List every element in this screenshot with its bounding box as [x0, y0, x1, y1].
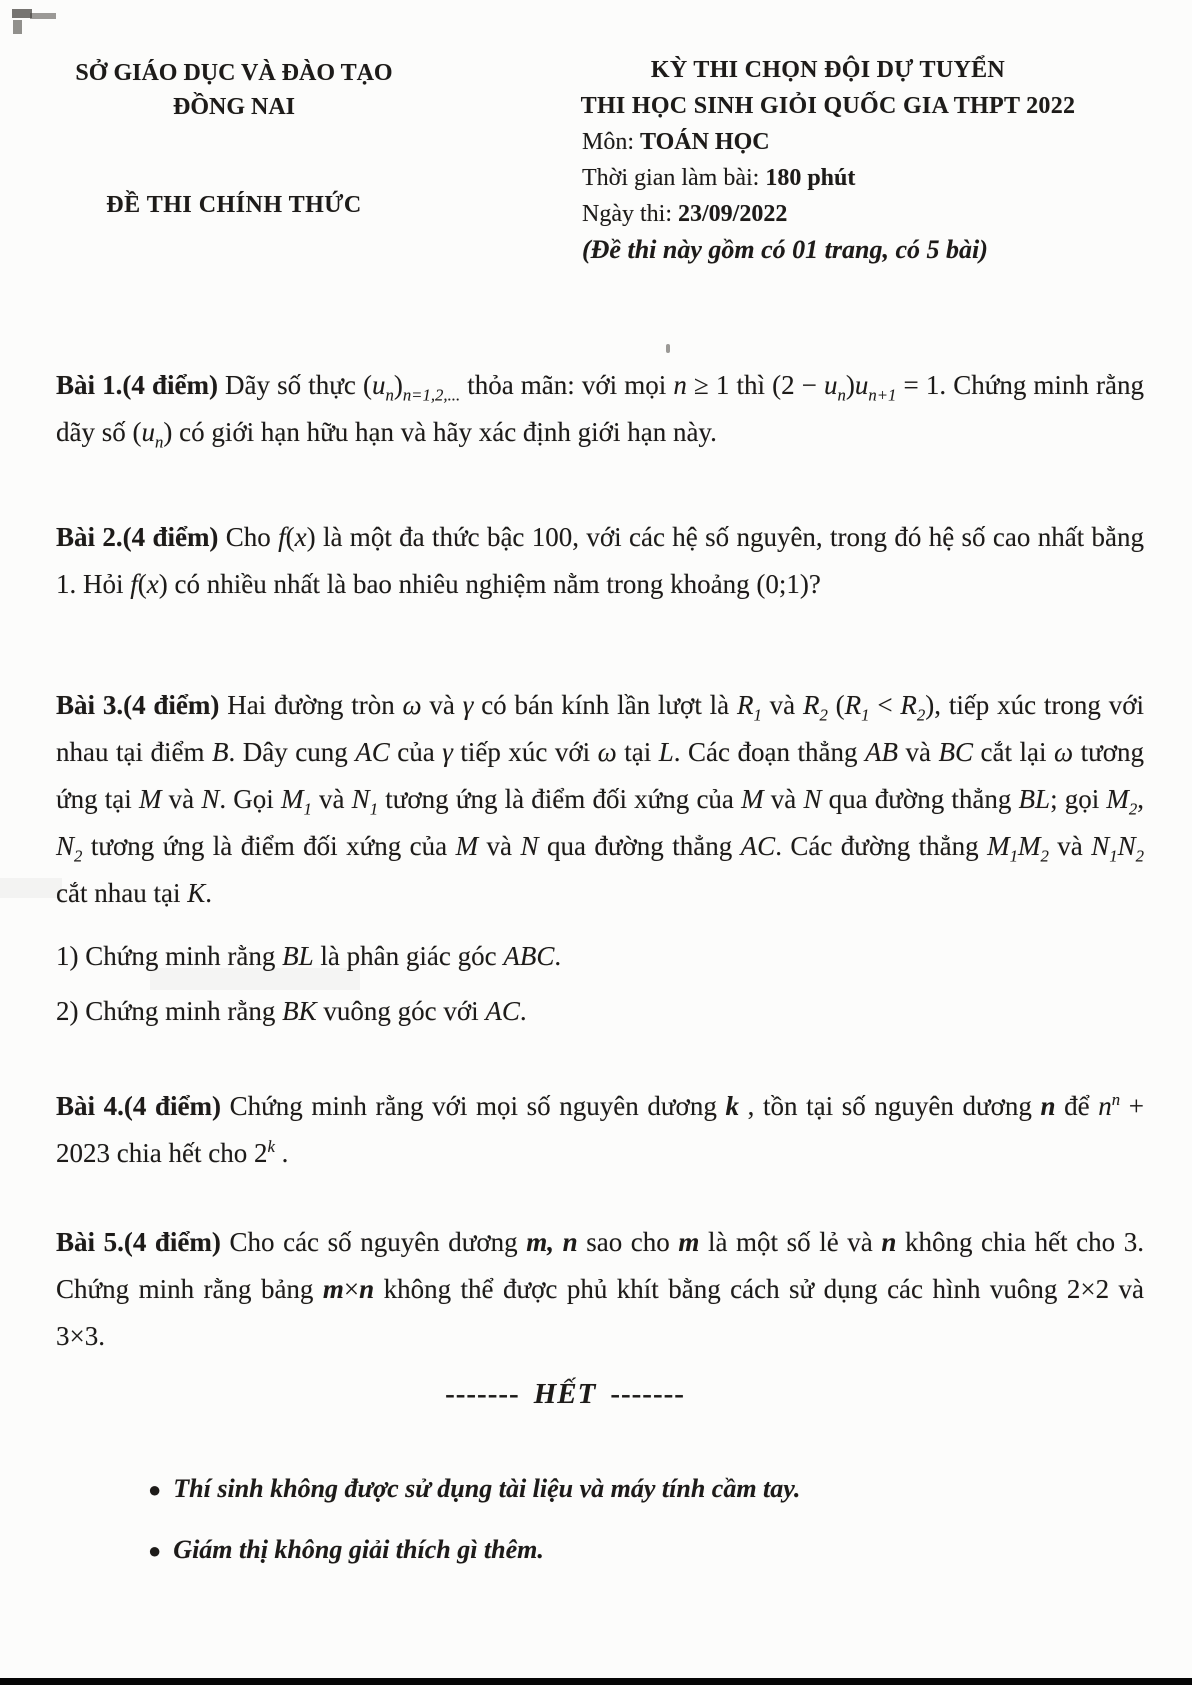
text-segment: N [1117, 831, 1136, 861]
text-segment: và [1048, 831, 1092, 861]
text-segment: ), tiếp xúc trong với nhau tại điểm [56, 690, 1145, 767]
text-segment: và [421, 690, 463, 720]
text-segment: n [155, 432, 164, 452]
text-segment: L [658, 737, 674, 767]
scan-edge-bar [0, 1678, 1192, 1685]
text-segment: và [898, 737, 939, 767]
text-segment: ) [393, 370, 403, 400]
problem-3 [56, 682, 1144, 917]
text-segment: tương ứng là điểm đối xứng của [82, 831, 456, 861]
text-segment: 2 [819, 705, 828, 725]
exam-body [56, 362, 1144, 1569]
text-segment: thỏa mãn: với mọi [460, 370, 674, 400]
text-segment: n [837, 385, 846, 405]
end-dashes-left: ------- [445, 1378, 520, 1410]
text-segment: ω [597, 737, 617, 767]
scan-artifact [13, 20, 22, 34]
text-segment: Bài 4. [56, 1091, 124, 1121]
text-segment: n [881, 1227, 897, 1257]
text-segment: Hai đường tròn [219, 690, 403, 720]
text-segment: , tồn tại số nguyên dương [738, 1091, 1041, 1121]
text-segment: tương ứng tại [56, 737, 1144, 814]
text-segment: N [201, 784, 220, 814]
text-segment: u [141, 417, 155, 447]
text-segment: n [359, 1274, 375, 1304]
text-segment: có nhiều nhất là bao nhiêu nghiệm nằm trong khoảng (0;1)? [167, 569, 821, 599]
exam-title-line1: KỲ THI CHỌN ĐỘI DỰ TUYỂN [650, 57, 1006, 83]
text-segment: (4 điểm) [122, 370, 218, 400]
text-segment: m [678, 1227, 700, 1257]
text-segment: γ [462, 690, 474, 720]
text-segment: BC [938, 737, 974, 767]
text-segment: M [1106, 784, 1129, 814]
text-segment: là một đa thức bậc 100, với các hệ số nguyên, trong đó hệ số cao nhất bằng 1. Hỏi [56, 522, 1145, 599]
text-segment: R [802, 690, 820, 720]
text-segment: AC [485, 996, 520, 1026]
text-segment: 1 [1109, 846, 1118, 866]
text-segment: và [761, 690, 803, 720]
text-segment: ) [158, 569, 168, 599]
date-line [558, 196, 1098, 232]
text-segment: Bài 3. [56, 690, 124, 720]
text-segment: (4 điểm) [123, 690, 220, 720]
department-name: SỞ GIÁO DỤC VÀ ĐÀO TẠO [75, 60, 393, 86]
text-segment: tiếp xúc với [452, 737, 598, 767]
text-segment: f [278, 522, 286, 552]
text-segment: . Gọi [219, 784, 281, 814]
text-segment: sao cho [577, 1227, 679, 1257]
date-label: Ngày thi: [582, 201, 678, 227]
end-marker [56, 1378, 1144, 1411]
text-segment: n [1111, 1090, 1121, 1109]
note-text: Giám thị không giải thích gì thêm. [173, 1535, 544, 1564]
text-segment: (2 − [772, 370, 825, 400]
note-item [148, 1532, 1144, 1569]
text-segment: n+1 [868, 385, 897, 405]
text-segment: 2 [74, 846, 83, 866]
text-segment: AB [865, 737, 898, 767]
text-segment: Bài 5. [56, 1227, 124, 1257]
text-segment: γ [442, 737, 453, 767]
text-segment: M [741, 784, 764, 814]
text-segment: là một số lẻ và [699, 1227, 882, 1257]
text-segment: N [520, 831, 539, 861]
text-segment: không thể được phủ khít bằng cách sử dụng các hình vuông 2×2 và 3×3. [56, 1274, 1145, 1351]
text-segment: 2 [916, 705, 926, 725]
problems-section [56, 362, 1144, 1360]
bullet-icon: ● [148, 1538, 162, 1563]
text-segment: R [844, 690, 862, 720]
province-name: ĐỒNG NAI [172, 94, 295, 120]
text-segment: R [736, 690, 754, 720]
page-count-note: (Đề thi này gồm có 01 trang, có 5 bài) [582, 235, 988, 264]
exam-info [558, 52, 1098, 268]
text-segment: ( [137, 569, 147, 599]
text-segment: ; gọi [1050, 784, 1107, 814]
text-segment: u [824, 370, 838, 400]
text-segment: ( [132, 417, 142, 447]
text-segment: Dãy số thực [217, 370, 363, 400]
text-segment: (4 điểm) [122, 522, 219, 552]
text-segment: 1) Chứng minh rằng [56, 941, 283, 971]
text-segment: u [371, 370, 386, 400]
text-segment: ( [285, 522, 295, 552]
note-text: Thí sinh không được sử dụng tài liệu và máy tính cầm tay. [173, 1474, 801, 1503]
text-segment: ABC [503, 941, 555, 971]
text-segment: có giới hạn hữu hạn và hãy xác định giới hạn này. [172, 417, 717, 447]
problem-1 [56, 362, 1144, 456]
issuing-authority [48, 56, 420, 222]
text-segment: N [803, 784, 822, 814]
text-segment: ω [402, 690, 422, 720]
text-segment: . [519, 996, 527, 1026]
text-segment: 2 [1128, 799, 1138, 819]
text-segment: ) [163, 417, 173, 447]
problem-3-question-1 [56, 933, 1144, 980]
text-segment: 1 [1009, 846, 1018, 866]
text-segment: m, n [526, 1227, 578, 1257]
text-segment: x [294, 522, 307, 552]
text-segment: ) [306, 522, 316, 552]
text-segment: cắt lại [973, 737, 1054, 767]
text-segment: Bài 2. [56, 522, 123, 552]
text-segment: ω [1054, 737, 1074, 767]
scan-artifact [0, 878, 62, 898]
problem-5 [56, 1219, 1144, 1360]
text-segment: là phân giác góc [313, 941, 504, 971]
text-segment: Chứng minh rằng với mọi số nguyên dương [221, 1091, 726, 1121]
text-segment: không chia hết cho 3. Chứng minh rằng bảng [56, 1227, 1144, 1304]
text-segment: qua đường thẳng [821, 784, 1019, 814]
subject-line [558, 124, 1098, 160]
text-segment: < [869, 690, 901, 720]
text-segment: n [1098, 1091, 1112, 1121]
text-segment: Bài 1. [56, 370, 123, 400]
bullet-icon: ● [148, 1477, 162, 1502]
text-segment: và [763, 784, 804, 814]
text-segment: BK [282, 996, 317, 1026]
text-segment: có bán kính lần lượt là [473, 690, 737, 720]
text-segment: và [161, 784, 202, 814]
text-segment: 1 [861, 705, 870, 725]
date-value: 23/09/2022 [678, 201, 788, 227]
problem-4 [56, 1083, 1144, 1177]
subject-label: Môn: [582, 129, 641, 155]
text-segment: N [1091, 831, 1110, 861]
text-segment: . Các đoạn thẳng [673, 737, 865, 767]
text-segment: + 2023 chia hết cho [56, 1091, 1144, 1168]
text-segment: n [385, 385, 394, 405]
text-segment: × [343, 1274, 360, 1304]
exam-type-label: ĐỀ THI CHÍNH THỨC [106, 192, 362, 218]
text-segment: Cho [218, 522, 279, 552]
text-segment: 2 [1040, 846, 1049, 866]
text-segment: ( [827, 690, 845, 720]
text-segment: , [1137, 784, 1145, 814]
text-segment: m [322, 1274, 344, 1304]
footer-notes [148, 1471, 1144, 1569]
text-segment: = 1. Chứng minh rằng dãy số [56, 370, 1145, 447]
text-segment: ≥ 1 thì [686, 370, 773, 400]
text-segment: n [673, 370, 687, 400]
text-segment: của [389, 737, 443, 767]
text-segment: BL [282, 941, 314, 971]
subject-value: TOÁN HỌC [640, 129, 770, 155]
text-segment: u [854, 370, 869, 400]
text-segment: . [205, 878, 212, 908]
text-segment: n [1040, 1091, 1056, 1121]
text-segment: 2 [1135, 846, 1145, 866]
text-segment: . Dây cung [228, 737, 356, 767]
text-segment: R [900, 690, 917, 720]
text-segment: . Các đường thẳng [775, 831, 988, 861]
end-dashes-right: ------- [610, 1378, 685, 1410]
text-segment: f [130, 569, 138, 599]
text-segment: ( [362, 370, 372, 400]
text-segment: x [146, 569, 159, 599]
text-segment: 1 [753, 705, 762, 725]
text-segment: qua đường thẳng [538, 831, 741, 861]
text-segment: vuông góc với [316, 996, 486, 1026]
text-segment: M [280, 784, 304, 814]
text-segment: M [138, 784, 162, 814]
text-segment: K [187, 878, 206, 908]
duration-line [558, 160, 1098, 196]
scan-artifact [666, 344, 670, 353]
end-label: HẾT [533, 1378, 597, 1410]
problem-2 [56, 514, 1144, 608]
text-segment: tương ứng là điểm đối xứng của [378, 784, 742, 814]
text-segment: . [554, 941, 562, 971]
text-segment: N [56, 831, 75, 861]
text-segment: AC [740, 831, 776, 861]
text-segment: k [267, 1137, 275, 1156]
problem-3-question-2 [56, 988, 1144, 1035]
text-segment: 1 [303, 799, 312, 819]
text-segment: BL [1018, 784, 1051, 814]
text-segment: B [211, 737, 229, 767]
scan-artifact [12, 9, 32, 18]
text-segment: M [1017, 831, 1041, 861]
duration-label: Thời gian làm bài: [582, 165, 766, 191]
text-segment: AC [355, 737, 390, 767]
text-segment: ) [845, 370, 855, 400]
text-segment: M [987, 831, 1010, 861]
duration-value: 180 phút [765, 165, 856, 191]
text-segment: tại [616, 737, 659, 767]
text-segment: k [725, 1091, 739, 1121]
text-segment: M [455, 831, 479, 861]
text-segment: 2) Chứng minh rằng [56, 996, 283, 1026]
text-segment: 2 [253, 1138, 268, 1168]
exam-title-line2: THI HỌC SINH GIỎI QUỐC GIA THPT 2022 [580, 93, 1076, 119]
text-segment: . [274, 1138, 289, 1168]
text-segment: (4 điểm) [123, 1091, 221, 1121]
text-segment: (4 điểm) [123, 1227, 221, 1257]
scan-artifact [30, 13, 56, 19]
text-segment: và [311, 784, 352, 814]
text-segment: Cho các số nguyên dương [220, 1227, 527, 1257]
text-segment: 1 [369, 799, 379, 819]
text-segment: N [351, 784, 370, 814]
text-segment: và [478, 831, 521, 861]
text-segment: cắt nhau tại [56, 878, 188, 908]
text-segment: n=1,2,... [402, 385, 461, 405]
note-item [148, 1471, 1144, 1508]
text-segment: để [1055, 1091, 1099, 1121]
